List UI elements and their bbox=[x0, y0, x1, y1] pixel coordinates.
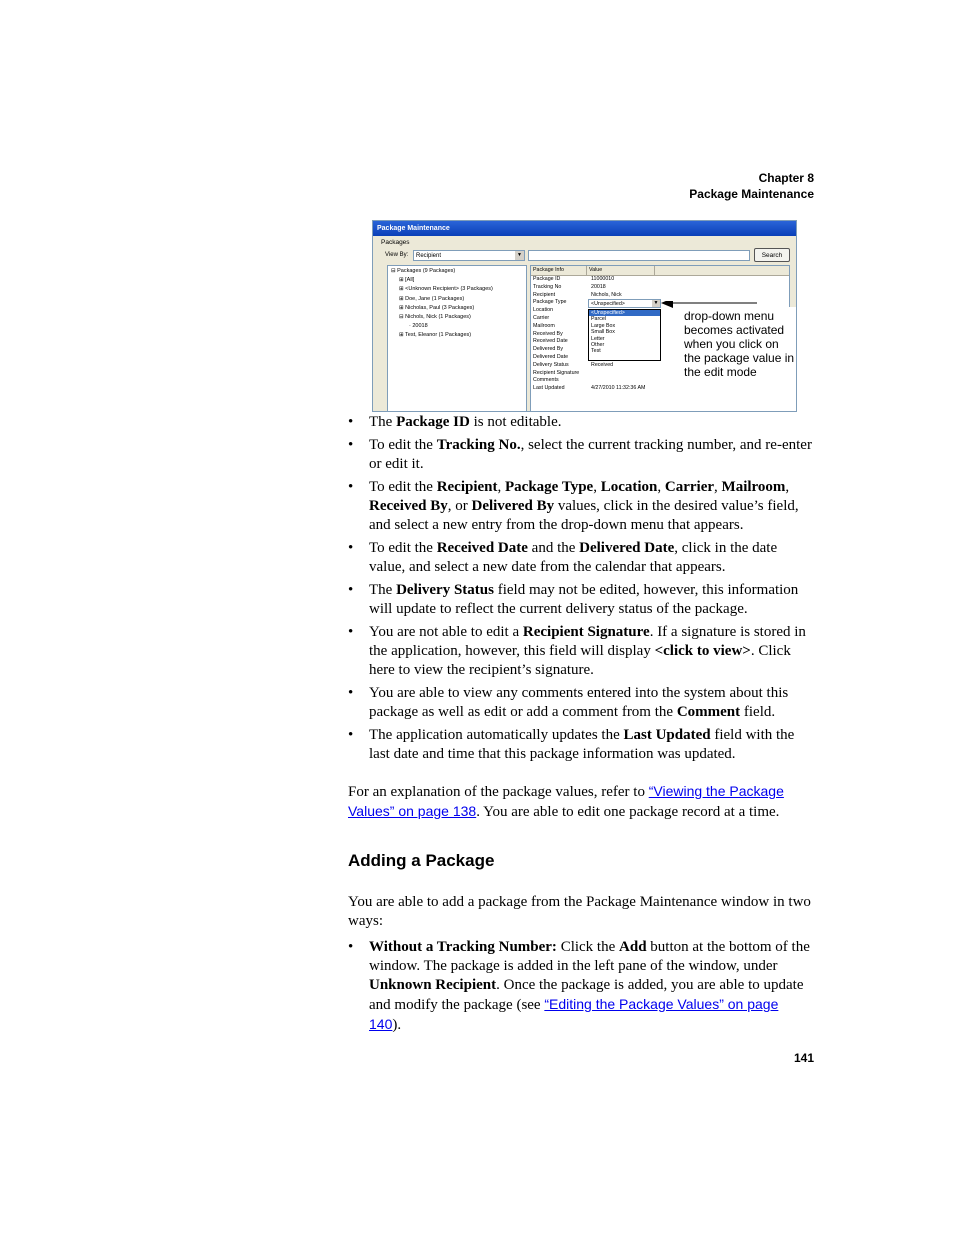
table-row[interactable]: Location bbox=[533, 307, 554, 314]
view-by-label: View By: bbox=[385, 252, 409, 258]
package-tree[interactable] bbox=[387, 265, 527, 412]
table-row[interactable]: Delivered Date bbox=[533, 353, 569, 360]
package-type-menu[interactable] bbox=[588, 309, 661, 361]
table-row[interactable]: Package ID 11000010 bbox=[533, 276, 615, 282]
chapter-label: Chapter 8 bbox=[758, 171, 814, 185]
table-row[interactable]: Comments bbox=[533, 377, 559, 384]
menu-item[interactable]: Other bbox=[591, 341, 605, 348]
list-item: • Without a Tracking Number: Click the Add button at the bottom of the window. The package is added in the left pane of the window, under Unknown Recipient. Once the package is added, you are able to update and modify the package (see “Editing the Package Values” on page 140). bbox=[348, 939, 810, 1033]
tree-node[interactable]: ⊞ [All] bbox=[399, 277, 415, 284]
list-item: • The Delivery Status field may not be edited, however, this information will update to reflect the current delivery status of the package. bbox=[348, 582, 799, 617]
explanation-paragraph: For an explanation of the package values, refer to “Viewing the Package Values” on page 138. You are able to edit one package record at a time. bbox=[348, 783, 784, 820]
table-row[interactable]: Delivery Status Received bbox=[533, 361, 614, 368]
tree-node[interactable]: ⊞ <Unknown Recipient> (3 Packages) bbox=[399, 286, 493, 293]
menu-item[interactable]: Test bbox=[591, 348, 601, 355]
section-heading: Adding a Package bbox=[348, 851, 495, 870]
callout-text: drop-down menu becomes activated when you click on the package value in the edit mode bbox=[680, 307, 797, 412]
grid-header: Value bbox=[587, 266, 655, 275]
adding-list bbox=[348, 938, 814, 1039]
grid-header: Package Info bbox=[531, 266, 587, 275]
table-row[interactable]: Mailroom bbox=[533, 322, 555, 329]
tree-node[interactable]: ⊞ Nicholas, Paul (3 Packages) bbox=[399, 304, 475, 311]
package-type-combo[interactable]: <Unspecified> ▼ bbox=[588, 299, 661, 308]
tree-node[interactable]: ⊟ Nichols, Nick (1 Packages) bbox=[399, 313, 471, 320]
search-input[interactable] bbox=[528, 250, 750, 261]
menu-item[interactable]: Large Box bbox=[591, 322, 616, 329]
package-maintenance-screenshot bbox=[372, 220, 797, 412]
list-item: • You are able to view any comments entered into the system about this package as well as edit or add a comment from the Comment field. bbox=[348, 685, 789, 720]
table-row[interactable]: Recipient Signature bbox=[533, 369, 580, 376]
table-row[interactable]: Delivered By bbox=[533, 346, 564, 353]
search-button[interactable]: Search bbox=[754, 248, 790, 262]
tree-node[interactable]: ⊞ Doe, Jane (1 Packages) bbox=[399, 295, 465, 302]
editing-package-values-link[interactable]: “Editing the Package Values” on page 140 bbox=[369, 996, 779, 1032]
view-by-select[interactable] bbox=[413, 250, 525, 261]
list-item: • You are not able to edit a Recipient Signature. If a signature is stored in the application, however, this field will display <click to view>. Click here to view the recipient’s signature. bbox=[348, 624, 806, 678]
menu-item[interactable]: Small Box bbox=[591, 329, 615, 336]
table-row[interactable]: Carrier bbox=[533, 314, 550, 321]
list-item: • The Package ID is not editable. bbox=[348, 414, 562, 430]
list-item: • To edit the Tracking No., select the current tracking number, and re-enter or edit it. bbox=[348, 437, 812, 472]
view-by-value: Recipient bbox=[416, 253, 442, 259]
page-number: 141 bbox=[793, 1051, 814, 1065]
chevron-down-icon: ▼ bbox=[653, 300, 659, 306]
edit-rules-list bbox=[348, 413, 814, 768]
table-row[interactable]: Tracking No 20018 bbox=[533, 283, 606, 290]
tree-node[interactable]: · 20018 bbox=[409, 323, 428, 330]
list-item: • To edit the Recipient, Package Type, Location, Carrier, Mailroom, Received By, or Delivered By values, click in the desired value’s field, and select a new entry from the drop-down menu that appears. bbox=[348, 479, 799, 533]
table-row[interactable]: Received Date bbox=[533, 338, 568, 345]
tree-node[interactable]: ⊞ Test, Eleanor (1 Packages) bbox=[399, 332, 472, 339]
section-label: Package Maintenance bbox=[689, 187, 814, 201]
menu-item[interactable]: Letter bbox=[591, 335, 605, 342]
table-row[interactable]: Package Type bbox=[533, 299, 567, 306]
chevron-down-icon: ▼ bbox=[515, 251, 524, 260]
window-title: Package Maintenance bbox=[373, 221, 796, 236]
table-row[interactable]: Last Updated 4/27/2010 11:32:36 AM bbox=[533, 385, 646, 392]
table-row[interactable]: Recipient Nichols, Nick bbox=[533, 291, 622, 298]
menu-item[interactable]: Parcel bbox=[591, 316, 607, 323]
list-item: • The application automatically updates the Last Updated field with the last date and time that this package information was updated. bbox=[348, 727, 795, 762]
menu-item[interactable]: <Unspecified> bbox=[589, 310, 660, 316]
tree-node[interactable]: ⊟ Packages (9 Packages) bbox=[391, 268, 456, 274]
viewing-package-values-link[interactable]: “Viewing the Package Values” on page 138 bbox=[348, 783, 784, 819]
list-item: • To edit the Received Date and the Delivered Date, click in the date value, and select a new date from the calendar that appears. bbox=[348, 540, 778, 575]
table-row[interactable]: Received By bbox=[533, 330, 563, 337]
packages-group-label: Packages bbox=[381, 239, 410, 246]
adding-intro-paragraph: You are able to add a package from the Package Maintenance window in two ways: bbox=[348, 894, 811, 929]
